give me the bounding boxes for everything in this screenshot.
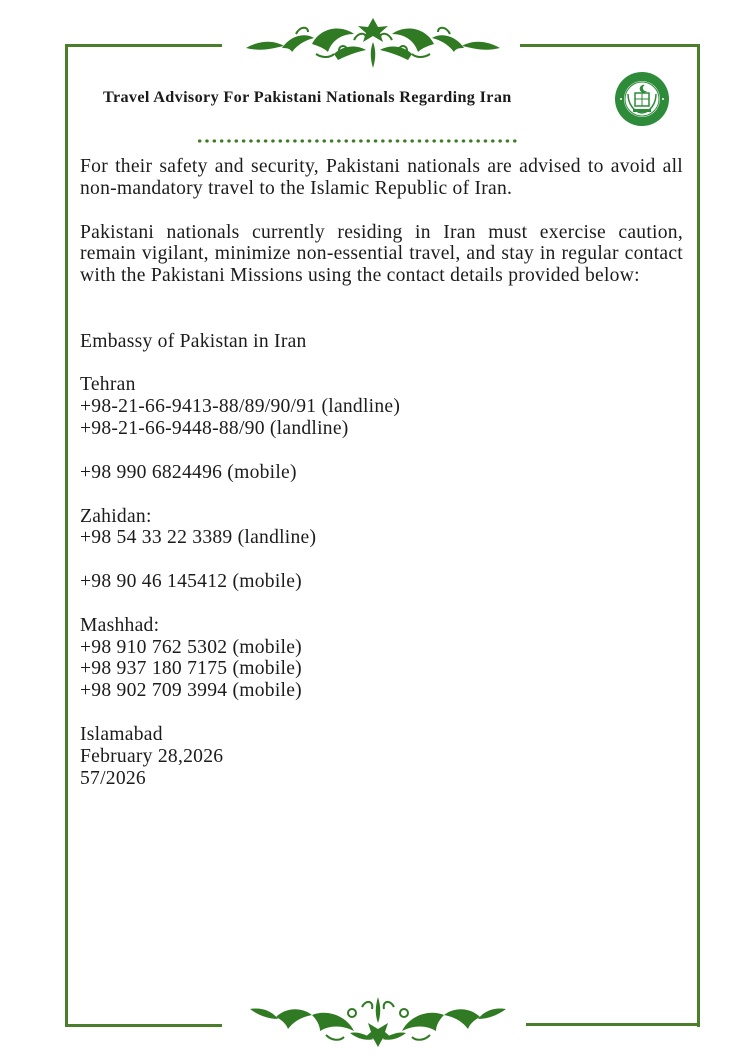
dotted-separator — [196, 139, 519, 143]
frame-bottom-left — [65, 1024, 222, 1027]
top-flourish-ornament-icon — [246, 18, 500, 70]
tehran-mobile: +98 990 6824496 (mobile) — [80, 461, 297, 483]
mashhad-mobile-3: +98 902 709 3994 (mobile) — [80, 680, 302, 702]
advisory-body — [80, 156, 683, 789]
mashhad-mobile-1: +98 910 762 5302 (mobile) — [80, 636, 302, 658]
frame-right — [697, 44, 700, 1027]
frame-left — [65, 44, 68, 1027]
frame-top-right — [520, 44, 700, 47]
mashhad-label: Mashhad: — [80, 614, 160, 636]
footer-reference: 57/2026 — [80, 767, 146, 789]
zahidan-mobile: +98 90 46 145412 (mobile) — [80, 571, 302, 593]
zahidan-label: Zahidan: — [80, 505, 152, 527]
frame-top-left — [65, 44, 222, 47]
embassy-heading: Embassy of Pakistan in Iran — [80, 330, 307, 352]
tehran-landline-1: +98-21-66-9413-88/89/90/91 (landline) — [80, 396, 401, 418]
zahidan-landline: +98 54 33 22 3389 (landline) — [80, 527, 317, 549]
ministry-seal-icon — [614, 68, 670, 130]
advisory-paragraph-2: Pakistani nationals currently residing in Iran must exercise caution, remain vigilant, minimize non-essential travel, and stay in regular contact with the Pakistani Missions using the contact details provided below: — [80, 221, 683, 287]
tehran-landline-2: +98-21-66-9448-88/90 (landline) — [80, 418, 349, 440]
frame-bottom-right — [526, 1023, 700, 1026]
advisory-paragraph-1: For their safety and security, Pakistani nationals are advised to avoid all non-mandatory travel to the Islamic Republic of Iran. — [80, 156, 683, 199]
footer-place: Islamabad — [80, 723, 163, 745]
bottom-flourish-ornament-icon — [250, 995, 506, 1047]
footer-date: February 28,2026 — [80, 745, 224, 767]
mashhad-mobile-2: +98 937 180 7175 (mobile) — [80, 658, 302, 680]
tehran-label: Tehran — [80, 374, 136, 396]
document-title: Travel Advisory For Pakistani Nationals Regarding Iran — [103, 88, 512, 106]
